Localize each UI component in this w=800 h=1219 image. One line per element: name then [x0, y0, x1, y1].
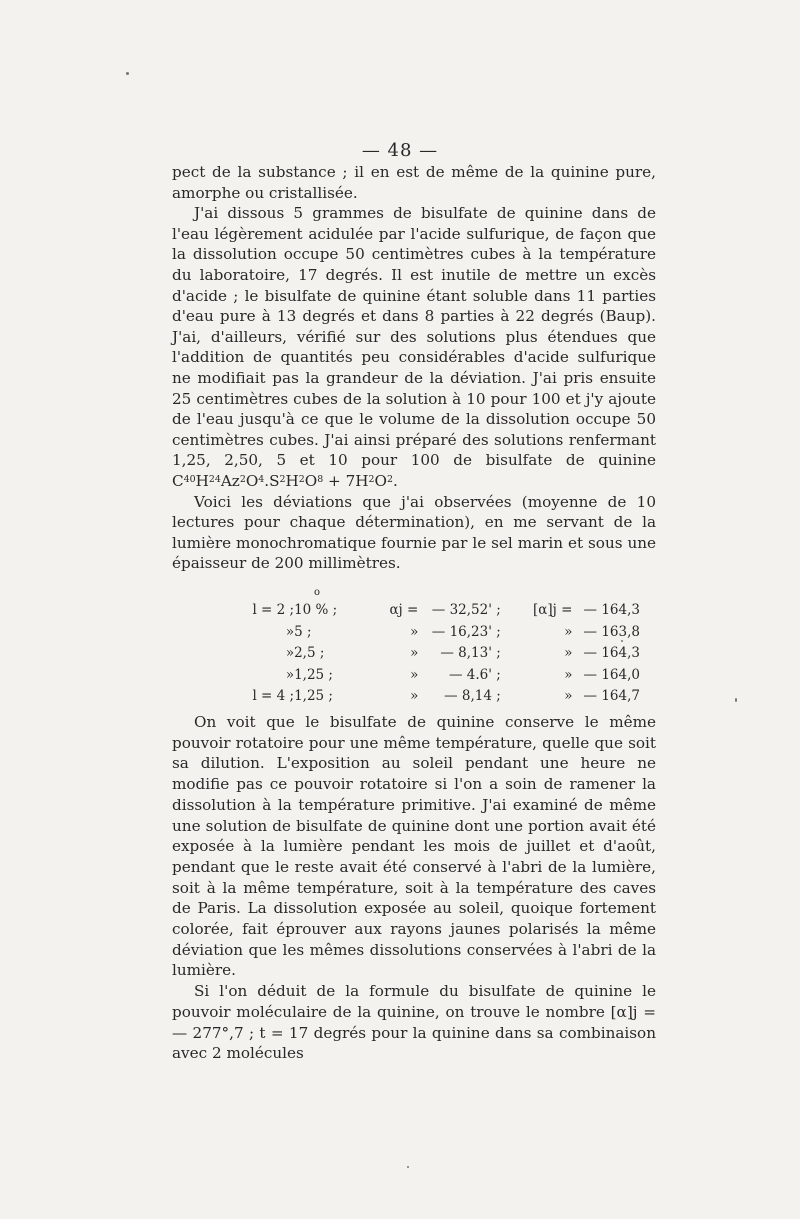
concentration-cell: 2,5 ; — [294, 645, 325, 661]
rotatory-label-cell: » — [564, 688, 573, 704]
rotatory-power-cell: — 164,7 — [583, 688, 640, 704]
body-text-bottom — [172, 712, 656, 1064]
thickness-cell: l = 4 ; — [252, 688, 295, 704]
paragraph: Si l'on déduit de la formule du bisulfate de quinine le pouvoir moléculaire de la quinine, on trouve le nombre [α]j = — 277°,7 ; t = 17 degrés pour la quinine dans sa combinaison avec 2 molécules — [172, 982, 656, 1063]
table-row — [220, 643, 640, 665]
deviation-label-cell: » — [410, 666, 419, 683]
table-row — [220, 600, 640, 622]
rotatory-label-cell: » — [564, 623, 573, 640]
rotatory-power-cell: — 164,0 — [583, 666, 640, 683]
page-number: — 48 — — [361, 140, 439, 161]
rotatory-power-cell: — 164,3 — [583, 645, 640, 661]
deviation-label-cell: » — [410, 688, 419, 704]
rotatory-power-cell: — 163,8 — [583, 623, 640, 640]
deviation-cell: — 8,13' ; — [440, 645, 501, 661]
thickness-cell: » — [285, 645, 295, 661]
paragraph-text: J'ai dissous 5 grammes de bisulfate de quinine dans de l'eau légèrement acidulée par l'acide sulfurique, de façon que la dissolution occupe 50 centimètres cubes à la température du laboratoire, 17 degrés. Il est inutile de mettre un excès d'acide ; le bisulfate de quinine étant soluble dans 11 parties d'eau pure à 13 degrés et dans 8 parties à 22 degrés (Baup). J'ai, d'ailleurs, vérifié sur des solutions plus étendues que l'addition de quantités peu considérables d'acide sulfurique ne modifiait pas la grandeur de la déviation. J'ai pris ensuite 25 centimètres cubes de la solution à 10 pour 100 et j'y ajoute de l'eau jusqu'à ce que le volume de la dissolution occupe 50 centimètres cubes. J'ai ainsi préparé des solutions renfermant 1,25, 2,50, 5 et 10 pour 100 de bisulfate de quinine — [172, 204, 656, 470]
thickness-cell: » — [285, 666, 295, 683]
concentration-cell: 10 % ; — [294, 602, 338, 618]
deviation-cell: — 16,23' ; — [431, 623, 501, 640]
concentration-cell: 1,25 ; — [294, 688, 333, 704]
table-row — [220, 686, 640, 708]
paper-speck — [735, 698, 737, 702]
paper-speck — [621, 640, 623, 642]
table-row — [220, 665, 640, 687]
table-row — [220, 622, 640, 644]
deviation-label-cell: » — [410, 623, 419, 640]
paragraph: pect de la substance ; il en est de même de la quinine pure, amorphe ou cristallisée. — [172, 163, 656, 202]
paragraph: Voici les déviations que j'ai observées (moyenne de 10 lectures pour chaque détermination), en me servant de la lumière monochromatique fournie par le sel marin et sous une épaisseur de 200 millimètres. — [172, 492, 656, 573]
paper-speck — [407, 1166, 409, 1168]
rotatory-power-cell: — 164,3 — [583, 602, 640, 618]
paragraph: On voit que le bisulfate de quinine conserve le même pouvoir rotatoire pour une même température, quelle que soit sa dilution. L'exposition au soleil pendant une heure ne modifie pas ce pouvoir rotatoire si l'on a soin de ramener la dissolution à la température primitive. J'ai examiné de même une solution de bisulfate de quinine dont une portion avait été exposée à la lumière pendant les mois de juillet et d'août, pendant que le reste avait été conservé à l'abri de la lumière, soit à la même température, soit à la température des caves de Paris. La dissolution exposée au soleil, quoique fortement colorée, fait éprouver aux rayons jaunes polarisés la même déviation que les mêmes dissolutions conservées à l'abri de la lumière. — [172, 713, 656, 980]
thickness-cell: » — [285, 623, 295, 640]
deviation-label-cell: αj = — [389, 602, 419, 618]
degree-mark: o — [314, 587, 321, 598]
deviation-cell: — 32,52' ; — [431, 602, 501, 618]
chemical-formula: $C^{40}H^{24}Az^2O^4.S^2H^2O^8 + 7H^2O^2$. — [172, 471, 398, 490]
thickness-cell: l = 2 ; — [252, 602, 295, 618]
rotatory-label-cell: » — [564, 645, 573, 661]
deviation-cell: — 4.6' ; — [448, 666, 501, 683]
deviation-cell: — 8,14 ; — [444, 688, 501, 704]
concentration-cell: 5 ; — [294, 623, 312, 640]
paper-speck — [126, 72, 129, 75]
concentration-cell: 1,25 ; — [294, 666, 333, 683]
rotatory-label-cell: [α]j = — [533, 602, 573, 618]
paragraph — [172, 203, 656, 491]
rotatory-label-cell: » — [564, 666, 573, 683]
body-text-top — [172, 162, 656, 574]
deviation-table — [220, 600, 640, 708]
deviation-label-cell: » — [410, 645, 419, 661]
